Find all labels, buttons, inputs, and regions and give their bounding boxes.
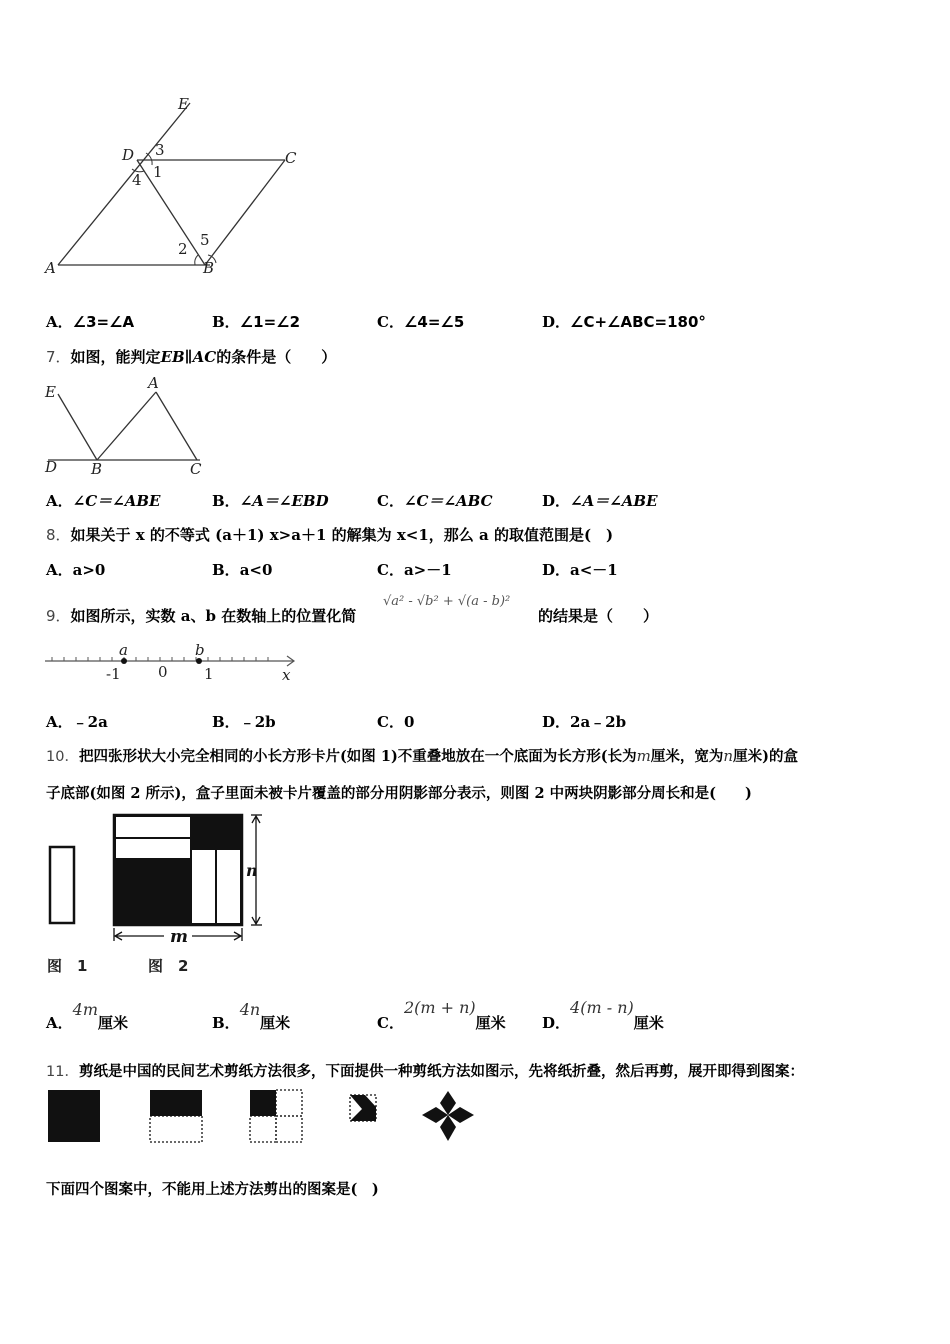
q8-option-d[interactable]: D．a<－1 bbox=[542, 561, 618, 579]
q6-option-c[interactable]: C．∠4=∠5 bbox=[377, 313, 465, 331]
q7-option-c[interactable]: C．∠C＝∠ABC bbox=[377, 492, 493, 510]
shade-bottom-left bbox=[115, 859, 192, 924]
axis-label-0: 0 bbox=[158, 663, 168, 681]
angle-4: 4 bbox=[132, 171, 142, 189]
axis-label-1: 1 bbox=[204, 665, 214, 683]
step3-quarter bbox=[250, 1090, 276, 1116]
q8-stem: 8．如果关于 x 的不等式 (a＋1) x>a＋1 的解集为 x<1，那么 a 的取值范围是( ) bbox=[46, 526, 614, 544]
q7-option-a[interactable]: A．∠C＝∠ABE bbox=[46, 492, 161, 510]
q6-figure bbox=[40, 95, 310, 280]
q10-option-b[interactable]: B．4n厘米 bbox=[212, 1000, 291, 1032]
q7-option-d[interactable]: D．∠A＝∠ABE bbox=[542, 492, 658, 510]
q11-question: 下面四个图案中，不能用上述方法剪出的图案是( ) bbox=[46, 1181, 379, 1198]
shade-top-right bbox=[191, 816, 241, 849]
label-A: A bbox=[45, 259, 56, 277]
q7-label-E: E bbox=[45, 383, 56, 401]
angle-1: 1 bbox=[153, 163, 163, 181]
q9-option-c[interactable]: C．0 bbox=[377, 713, 415, 731]
axis-label-x: x bbox=[282, 666, 291, 684]
q10-option-c[interactable]: C．2(m + n)厘米 bbox=[377, 998, 506, 1032]
angle-5: 5 bbox=[200, 231, 210, 249]
label-D: D bbox=[122, 146, 135, 164]
q8-option-c[interactable]: C．a>－1 bbox=[377, 561, 452, 579]
q10-figures bbox=[40, 808, 280, 978]
step1-square bbox=[48, 1090, 100, 1142]
angle-2: 2 bbox=[178, 240, 188, 258]
q9-formula: √a² - √b² + √(a - b)² bbox=[383, 594, 511, 609]
q9-number-line bbox=[40, 643, 305, 688]
dim-n: n bbox=[246, 861, 258, 880]
q10-stem-line1: 10．把四张形状大小完全相同的小长方形卡片(如图 1)不重叠地放在一个底面为长方形(长为m厘米，宽为n厘米)的盒 bbox=[46, 747, 798, 765]
q7-stem: 7．如图，能判定EB∥AC的条件是（ ） bbox=[46, 348, 337, 366]
q10-option-d[interactable]: D．4(m - n)厘米 bbox=[542, 998, 664, 1032]
q9-option-d[interactable]: D．2a﹣2b bbox=[542, 713, 627, 731]
q8-option-b[interactable]: B．a<0 bbox=[212, 561, 273, 579]
label-B: B bbox=[203, 259, 215, 277]
axis-label-neg1: -1 bbox=[106, 665, 121, 683]
q7-label-A: A bbox=[148, 374, 159, 392]
label-C: C bbox=[285, 149, 297, 167]
step2-half bbox=[150, 1090, 202, 1116]
q9-option-b[interactable]: B．﹣2b bbox=[212, 713, 276, 731]
q6-option-a[interactable]: A．∠3=∠A bbox=[46, 313, 135, 331]
q7-figure bbox=[40, 372, 220, 478]
label-E: E bbox=[178, 95, 189, 113]
q7-label-C: C bbox=[190, 460, 202, 478]
axis-label-b: b bbox=[195, 643, 205, 659]
q11-cutting-steps bbox=[40, 1085, 490, 1150]
fig1-label: 图 1 bbox=[47, 957, 88, 975]
q6-option-d[interactable]: D．∠C+∠ABC=180° bbox=[542, 313, 706, 331]
q10-option-a[interactable]: A．4m厘米 bbox=[46, 1000, 129, 1032]
angle-3: 3 bbox=[155, 141, 165, 159]
q7-label-B: B bbox=[91, 460, 103, 478]
q11-stem: 11．剪纸是中国的民间艺术剪纸方法很多，下面提供一种剪纸方法如图示，先将纸折叠，然后再剪，展开即得到图案： bbox=[46, 1063, 804, 1080]
dim-m: m bbox=[170, 927, 188, 947]
q9-stem-tail: 的结果是（ ） bbox=[538, 607, 659, 625]
step5-pattern bbox=[422, 1091, 474, 1141]
q7-label-D: D bbox=[45, 458, 58, 476]
fig2-label: 图 2 bbox=[148, 957, 189, 975]
fig1-card bbox=[50, 847, 74, 923]
q8-option-a[interactable]: A．a>0 bbox=[46, 561, 106, 579]
q6-option-b[interactable]: B．∠1=∠2 bbox=[212, 313, 301, 331]
q7-option-b[interactable]: B．∠A＝∠EBD bbox=[212, 492, 329, 510]
q9-option-a[interactable]: A．﹣2a bbox=[46, 713, 108, 731]
q9-stem-text: 9．如图所示，实数 a、b 在数轴上的位置化简 bbox=[46, 607, 357, 625]
q10-stem-line2: 子底部(如图 2 所示)，盒子里面未被卡片覆盖的部分用阴影部分表示，则图 2 中两块阴影部分周长和是( ) bbox=[46, 785, 752, 802]
axis-label-a: a bbox=[119, 643, 128, 659]
